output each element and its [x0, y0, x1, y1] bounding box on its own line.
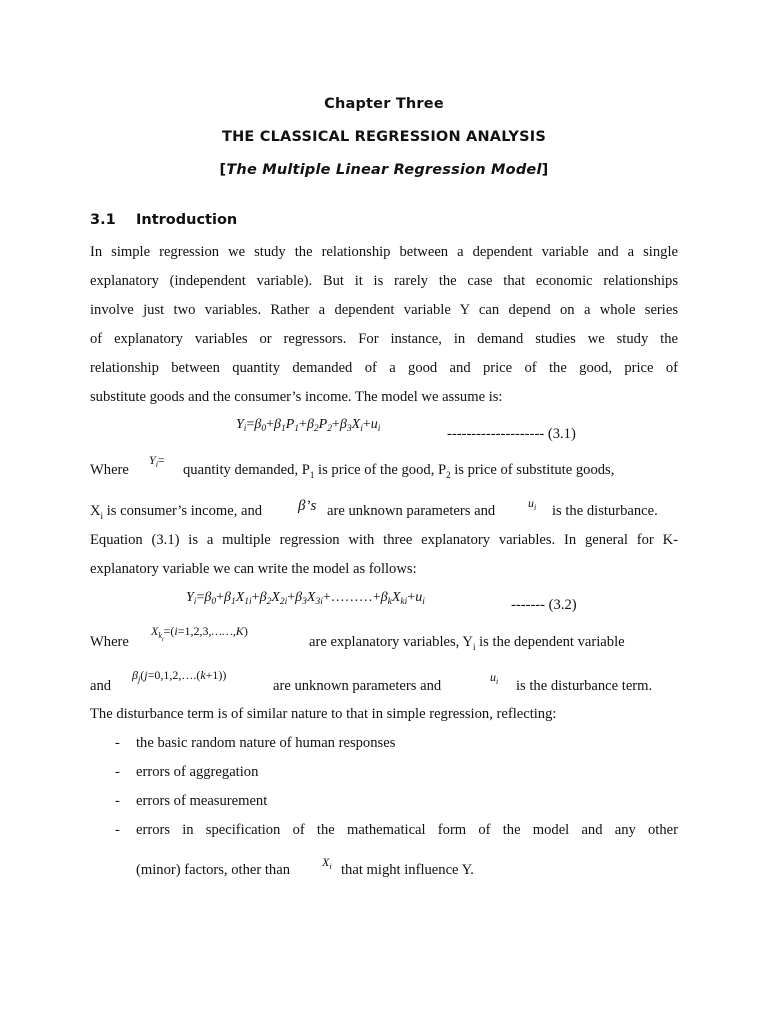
- bullet-dash: -: [115, 822, 120, 838]
- bullet-dash: -: [115, 793, 120, 809]
- where1b-text: $X_i$ is consumer’s income, and: [90, 503, 263, 521]
- chapter-title: THE CLASSICAL REGRESSION ANALYSIS: [222, 129, 546, 145]
- where1-word: Where: [90, 462, 129, 478]
- paragraph2-line: Equation (3.1) is a multiple regression with three explanatory variables. In general for K-: [90, 532, 678, 548]
- paragraph1-line: explanatory (independent variable). But it is rarely the case that economic relationships: [90, 273, 678, 289]
- paragraph1-line: involve just two variables. Rather a dependent variable Y can depend on a whole series: [90, 302, 678, 318]
- paragraph3: The disturbance term is of similar nature to that in simple regression, reflecting:: [90, 706, 557, 722]
- where2b-word: and: [90, 678, 112, 694]
- where2b-params: are unknown parameters and: [273, 678, 442, 694]
- subtitle-text: The Multiple Linear Regression Model: [226, 162, 542, 178]
- section-title: Introduction: [136, 212, 238, 228]
- section-number: 3.1: [90, 212, 116, 228]
- paragraph2-line: explanatory variable we can write the model as follows:: [90, 561, 417, 577]
- beta-s-symbol: β’s: [298, 498, 317, 514]
- paragraph1-line: relationship between quantity demanded of a good and price of the good, price of: [90, 360, 678, 376]
- yi-symbol: $Y_i=$: [149, 453, 165, 469]
- bullet-continuation-end: that might influence Y.: [341, 862, 474, 878]
- where2b-disturbance: is the disturbance term.: [516, 678, 653, 694]
- xi-symbol: $X_i$: [322, 855, 332, 871]
- subtitle-open-bracket: [: [219, 162, 227, 178]
- chapter-subtitle: [0, 162, 768, 178]
- bullet-continuation: (minor) factors, other than: [136, 862, 290, 878]
- paragraph1-line: In simple regression we study the relationship between a dependent variable and a single: [90, 244, 678, 260]
- list-item: errors of measurement: [136, 793, 268, 809]
- subtitle-close-bracket: ]: [541, 162, 549, 178]
- where2-word: Where: [90, 634, 129, 650]
- ui-symbol: $u_i$: [528, 496, 537, 512]
- chapter-label: Chapter Three: [324, 96, 444, 112]
- equation-3-1: $Y_i=\beta_0+\beta_1P_1+\beta_2P_2+\beta_3X_i+u_i$: [236, 417, 381, 434]
- equation-3-2: $Y_i=\beta_0+\beta_1X_{1i}+\beta_2X_{2i}+\beta_3X_{3i}+\dots\dots\dots+\beta_kX_{ki}+u_i$: [186, 590, 425, 607]
- list-item: errors in specification of the mathematical form of the model and any other: [136, 822, 678, 838]
- bullet-dash: -: [115, 735, 120, 751]
- where1b-disturbance: is the disturbance.: [552, 503, 658, 519]
- paragraph1-line: substitute goods and the consumer’s income. The model we assume is:: [90, 389, 503, 405]
- list-item: errors of aggregation: [136, 764, 259, 780]
- where2-text: are explanatory variables, $Y_i$ is the dependent variable: [309, 634, 625, 652]
- bullet-dash: -: [115, 764, 120, 780]
- ui-symbol-2: $u_i$: [490, 670, 499, 686]
- where1-text: quantity demanded, $P_1$ is price of the good, $P_2$ is price of substitute goods,: [183, 462, 615, 480]
- equation-3-2-number: ------- (3.2): [511, 597, 577, 613]
- where1b-params: are unknown parameters and: [327, 503, 496, 519]
- paragraph1-line: of explanatory variables or regressors. For instance, in demand studies we study the: [90, 331, 678, 347]
- list-item: the basic random nature of human responses: [136, 735, 396, 751]
- beta-j-definition: $\beta_j(j=0,1,2,\dots.(k+1))$: [132, 668, 227, 684]
- xki-definition: $X_{k_i}=(i=1,2,3,\dots\dots,K)$: [151, 624, 248, 643]
- equation-3-1-number: -------------------- (3.1): [447, 426, 576, 442]
